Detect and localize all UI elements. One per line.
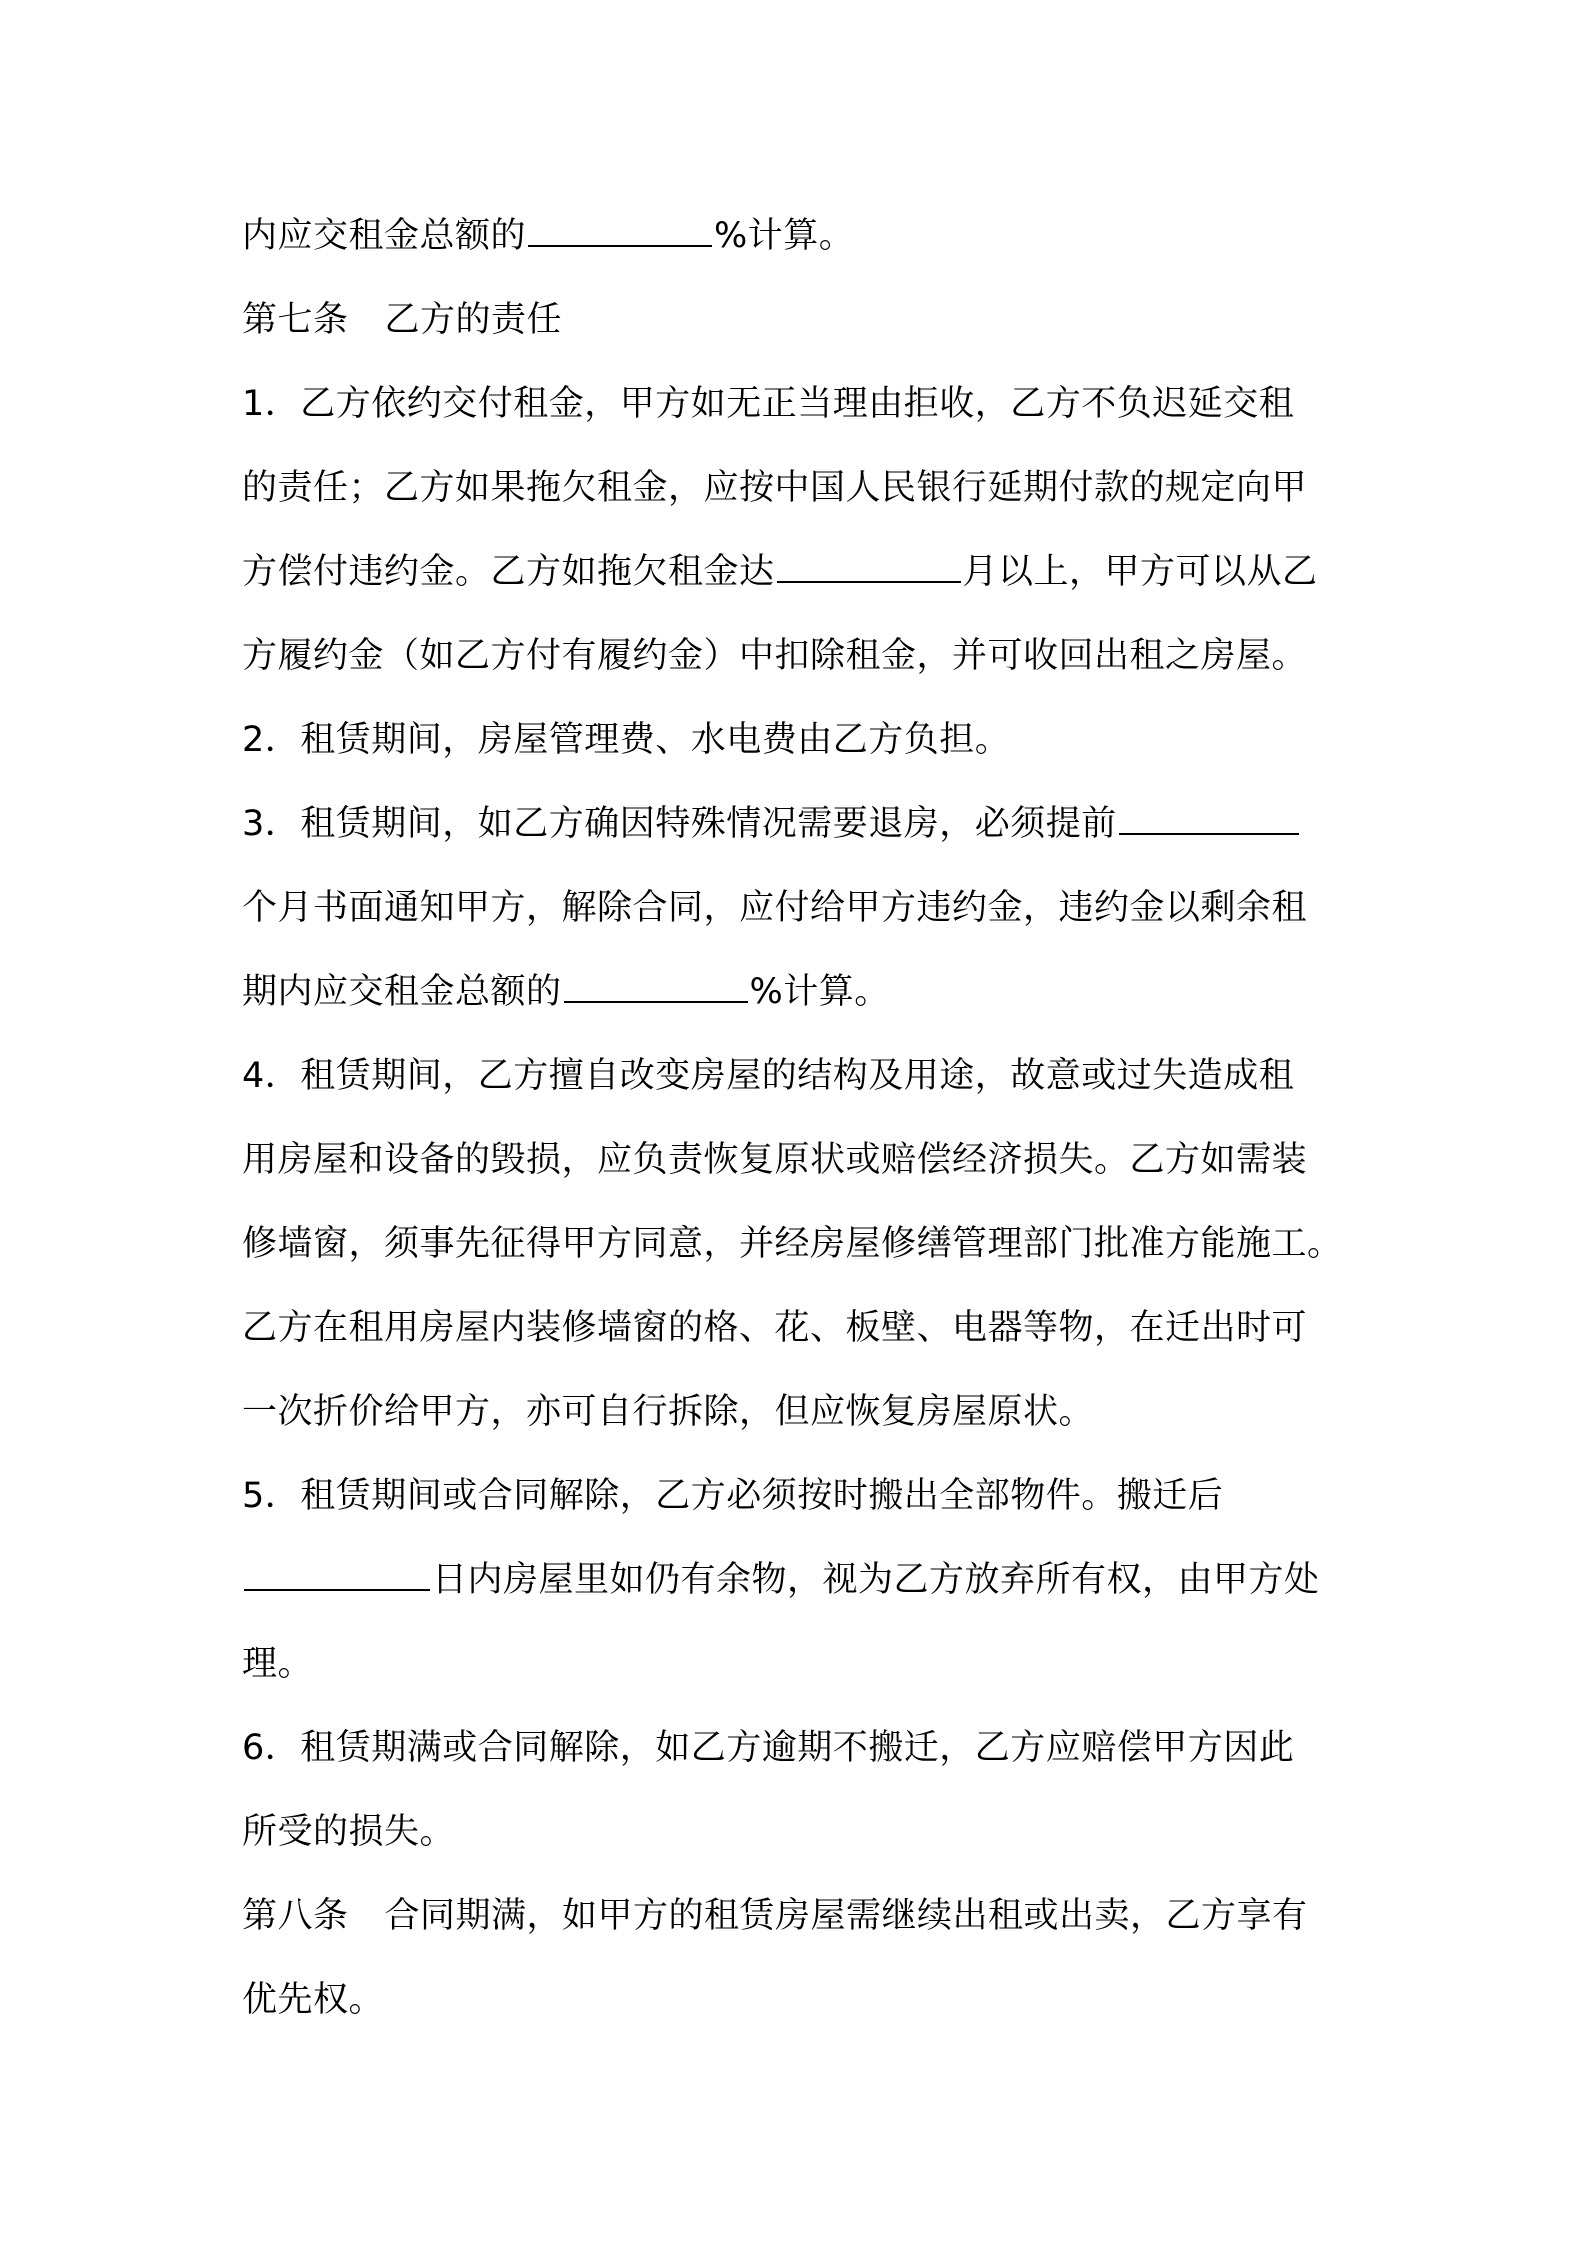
fill-in-blank: [777, 551, 961, 583]
paragraph-line: 个月书面通知甲方，解除合同，应付给甲方违约金，违约金以剩余租: [242, 888, 1308, 928]
text-span: %计算。: [749, 972, 890, 1012]
paragraph-line: 所受的损失。: [242, 1812, 456, 1852]
article-heading: [242, 278, 1357, 362]
paragraph-line: 2．租赁期间，房屋管理费、水电费由乙方负担。: [242, 720, 1011, 760]
article-heading: [242, 1874, 1357, 1958]
text-span: 日内房屋里如仍有余物，视为乙方放弃所有权，由甲方处: [432, 1560, 1320, 1600]
paragraph-line: [242, 950, 1357, 1034]
paragraph-line: 理。: [242, 1644, 314, 1684]
paragraph-line: 乙方在租用房屋内装修墙窗的格、花、板壁、电器等物，在迁出时可: [242, 1308, 1308, 1348]
fill-in-blank: [244, 1559, 430, 1591]
fill-in-blank: [528, 215, 712, 247]
paragraph-line: 一次折价给甲方，亦可自行拆除，但应恢复房屋原状。: [242, 1392, 1095, 1432]
article-number: 第七条: [242, 300, 349, 340]
article-number: 第八条: [242, 1896, 349, 1936]
fill-in-blank: [1119, 803, 1299, 835]
paragraph-line: 修墙窗，须事先征得甲方同意，并经房屋修缮管理部门批准方能施工。: [242, 1224, 1343, 1264]
text-span: 方偿付违约金。乙方如拖欠租金达: [242, 552, 775, 592]
contract-body: [242, 194, 1357, 2042]
paragraph-line: 4．租赁期间，乙方擅自改变房屋的结构及用途，故意或过失造成租: [242, 1056, 1295, 1096]
paragraph-line: [242, 530, 1357, 614]
paragraph-line: 用房屋和设备的毁损，应负责恢复原状或赔偿经济损失。乙方如需装: [242, 1140, 1308, 1180]
article-title: 乙方的责任: [384, 300, 563, 340]
article-text: 合同期满，如甲方的租赁房屋需继续出租或出卖，乙方享有: [384, 1896, 1308, 1936]
paragraph-line: 方履约金（如乙方付有履约金）中扣除租金，并可收回出租之房屋。: [242, 636, 1308, 676]
paragraph-line: 6．租赁期满或合同解除，如乙方逾期不搬迁，乙方应赔偿甲方因此: [242, 1728, 1295, 1768]
paragraph-line: [242, 1538, 1357, 1622]
fill-in-blank: [564, 971, 748, 1003]
paragraph-line: 的责任；乙方如果拖欠租金，应按中国人民银行延期付款的规定向甲: [242, 468, 1308, 508]
paragraph-line: 5．租赁期间或合同解除，乙方必须按时搬出全部物件。搬迁后: [242, 1476, 1224, 1516]
text-span: 3．租赁期间，如乙方确因特殊情况需要退房，必须提前: [242, 804, 1117, 844]
paragraph-line: 优先权。: [242, 1980, 385, 2020]
paragraph-line: [242, 194, 1357, 278]
paragraph-line: 1．乙方依约交付租金，甲方如无正当理由拒收，乙方不负迟延交租: [242, 384, 1295, 424]
paragraph-line: [242, 782, 1357, 866]
text-span: 内应交租金总额的: [242, 216, 527, 256]
text-span: 月以上，甲方可以从乙: [962, 552, 1318, 592]
text-span: 期内应交租金总额的: [242, 972, 562, 1012]
text-span: %计算。: [714, 216, 855, 256]
